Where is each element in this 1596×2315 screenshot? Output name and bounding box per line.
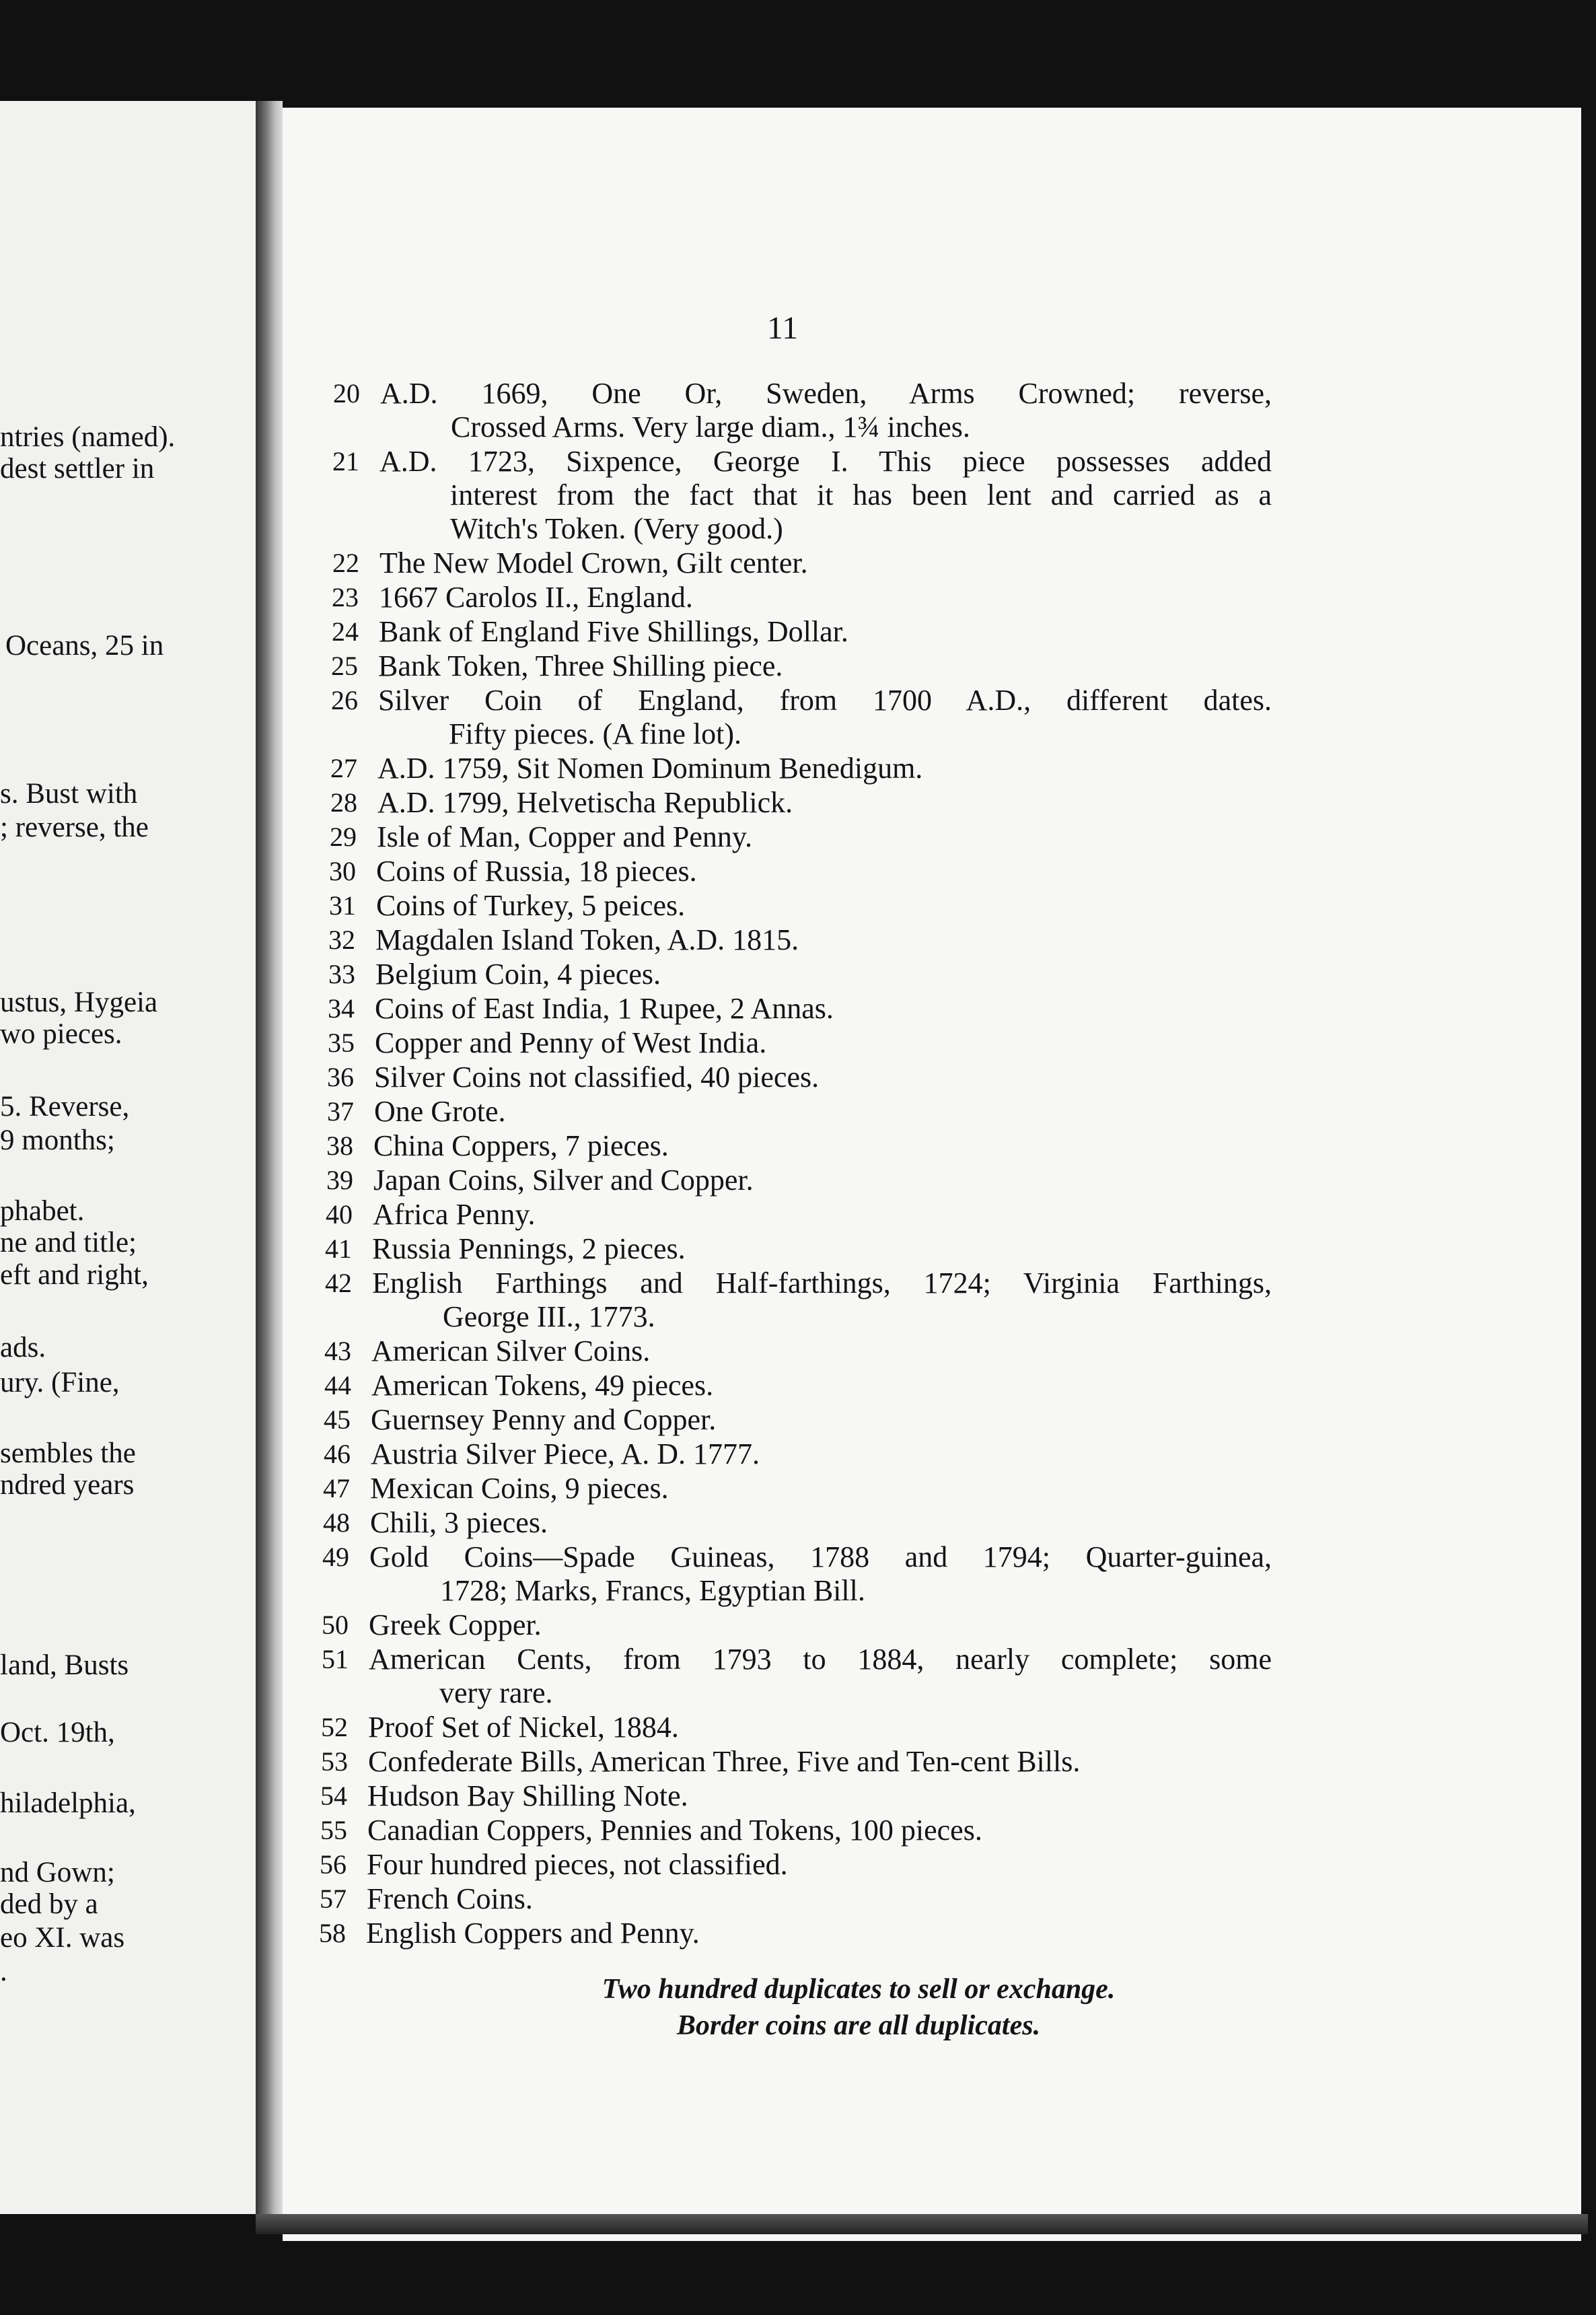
entry-number: 38: [326, 1131, 353, 1161]
footnote-line-2: Border coins are all duplicates.: [676, 2010, 1041, 2041]
entry-number: 33: [328, 959, 355, 989]
entry-number: 56: [320, 1849, 347, 1880]
entry-number: 27: [330, 753, 357, 783]
entry-text: Guernsey Penny and Copper.: [371, 1403, 717, 1436]
entry-number: 47: [323, 1473, 350, 1503]
footnote-line-1: Two hundred duplicates to sell or exchange.: [602, 1974, 1116, 2005]
entry-number: 39: [326, 1165, 353, 1195]
entry-text: American Tokens, 49 pieces.: [371, 1369, 714, 1402]
left-page-fragment: ury. (Fine,: [0, 1367, 120, 1398]
left-page-fragment: .: [0, 1956, 7, 1987]
left-page-fragment: ads.: [0, 1332, 46, 1363]
left-page-fragment: wo pieces.: [0, 1018, 122, 1050]
entry-continuation: Fifty pieces. (A fine lot).: [449, 717, 742, 750]
entry-text: Coins of East India, 1 Rupee, 2 Annas.: [375, 992, 834, 1025]
entry-text: Hudson Bay Shilling Note.: [367, 1779, 688, 1812]
entry-text: Isle of Man, Copper and Penny.: [377, 820, 753, 853]
entry-text: English Farthings and Half-farthings, 1724; Virginia Farthings,: [372, 1267, 1272, 1299]
entry-number: 57: [320, 1884, 347, 1914]
entry-continuation: 1728; Marks, Francs, Egyptian Bill.: [440, 1574, 865, 1607]
left-page-fragment: hiladelphia,: [0, 1787, 136, 1819]
entry-text: A.D. 1723, Sixpence, George I. This piece possesses added: [379, 445, 1272, 478]
entry-text: A.D. 1799, Helvetischa Republick.: [377, 786, 793, 819]
entry-text: Russia Pennings, 2 pieces.: [372, 1232, 686, 1265]
page-number: 11: [767, 310, 799, 346]
left-page-fragment: dest settler in: [0, 453, 155, 485]
left-page-fragment: ustus, Hygeia: [0, 987, 158, 1018]
entry-number: 22: [332, 548, 359, 578]
entry-number: 28: [330, 787, 357, 818]
entry-text: French Coins.: [367, 1882, 533, 1915]
entry-text: Magdalen Island Token, A.D. 1815.: [375, 923, 799, 956]
entry-number: 53: [321, 1746, 348, 1777]
page-bottom-edge: [256, 2214, 1588, 2234]
entry-text: Silver Coin of England, from 1700 A.D., different dates.: [378, 684, 1272, 717]
entry-text: Confederate Bills, American Three, Five and Ten-cent Bills.: [368, 1745, 1081, 1778]
entry-text: Four hundred pieces, not classified.: [367, 1848, 788, 1881]
left-page-fragment: phabet.: [0, 1195, 85, 1227]
entry-text: Greek Copper.: [369, 1608, 542, 1641]
left-page-fragment: ; reverse, the: [0, 812, 149, 843]
entry-number: 26: [331, 685, 358, 715]
entry-number: 40: [326, 1199, 353, 1230]
entry-number: 21: [332, 446, 359, 476]
left-page-fragment: nd Gown;: [0, 1857, 115, 1888]
entry-text: One Grote.: [374, 1095, 506, 1128]
left-page-fragment: ne and title;: [0, 1227, 137, 1258]
entry-text: Coins of Russia, 18 pieces.: [376, 855, 697, 888]
entry-number: 54: [320, 1781, 347, 1811]
entry-text: Bank of England Five Shillings, Dollar.: [379, 615, 848, 648]
left-page: [0, 101, 256, 2214]
entry-number: 55: [320, 1815, 347, 1845]
entry-continuation: Witch's Token. (Very good.): [450, 512, 783, 545]
entry-text: Canadian Coppers, Pennies and Tokens, 100 pieces.: [367, 1814, 982, 1847]
entry-text: Mexican Coins, 9 pieces.: [370, 1472, 669, 1505]
entry-text: Japan Coins, Silver and Copper.: [373, 1164, 754, 1197]
entry-text: Coins of Turkey, 5 peices.: [376, 889, 686, 922]
left-page-fragment: eft and right,: [0, 1259, 149, 1291]
entry-number: 44: [324, 1370, 351, 1400]
entry-number: 50: [322, 1610, 349, 1640]
entry-continuation: very rare.: [439, 1676, 553, 1709]
entry-continuation: George III., 1773.: [443, 1300, 655, 1333]
entry-number: 49: [322, 1542, 349, 1572]
entry-number: 58: [319, 1918, 346, 1948]
book-spine: [256, 101, 283, 2214]
entry-number: 30: [329, 856, 356, 886]
entry-text: Belgium Coin, 4 pieces.: [375, 958, 661, 991]
entry-number: 20: [333, 378, 360, 408]
entry-text: Bank Token, Three Shilling piece.: [378, 649, 783, 682]
entry-text: 1667 Carolos II., England.: [379, 581, 693, 614]
entry-number: 43: [324, 1336, 351, 1366]
entry-text: Chili, 3 pieces.: [370, 1506, 548, 1539]
entry-number: 46: [324, 1439, 351, 1469]
entry-number: 24: [332, 616, 359, 647]
entry-continuation: Crossed Arms. Very large diam., 1¾ inches.: [451, 411, 970, 443]
left-page-fragment: 9 months;: [0, 1125, 115, 1156]
entry-number: 25: [331, 651, 358, 681]
entry-number: 29: [330, 822, 357, 852]
left-page-fragment: s. Bust with: [0, 778, 138, 810]
entry-text: Gold Coins—Spade Guineas, 1788 and 1794; Quarter-guinea,: [369, 1540, 1272, 1573]
entry-number: 37: [327, 1096, 354, 1127]
entry-number: 35: [328, 1028, 355, 1058]
entry-number: 48: [323, 1507, 350, 1538]
entry-text: English Coppers and Penny.: [366, 1917, 700, 1950]
entry-number: 31: [329, 890, 356, 921]
entry-continuation: interest from the fact that it has been lent and carried as a: [450, 478, 1272, 511]
entry-text: A.D. 1759, Sit Nomen Dominum Benedigum.: [377, 752, 923, 785]
entry-text: Copper and Penny of West India.: [375, 1026, 767, 1059]
entry-number: 32: [328, 925, 355, 955]
entry-number: 51: [322, 1644, 349, 1674]
entry-number: 23: [332, 582, 359, 612]
entry-text: The New Model Crown, Gilt center.: [379, 546, 808, 579]
left-page-fragment: 5. Reverse,: [0, 1091, 130, 1123]
entry-text: Austria Silver Piece, A. D. 1777.: [371, 1437, 760, 1470]
entry-text: Silver Coins not classified, 40 pieces.: [374, 1061, 820, 1094]
entry-text: American Cents, from 1793 to 1884, nearly complete; some: [369, 1643, 1272, 1676]
entry-number: 45: [324, 1404, 351, 1435]
entry-number: 36: [327, 1062, 354, 1092]
footnote: [0, 1971, 1596, 2044]
entry-number: 41: [325, 1234, 352, 1264]
entry-text: China Coppers, 7 pieces.: [373, 1129, 669, 1162]
left-page-fragment: ndred years: [0, 1469, 135, 1501]
entry-text: Africa Penny.: [373, 1198, 536, 1231]
left-page-fragment: Oct. 19th,: [0, 1717, 115, 1748]
left-page-fragment: sembles the: [0, 1437, 136, 1469]
entry-number: 42: [325, 1268, 352, 1298]
entry-number: 34: [328, 993, 355, 1024]
entry-text: A.D. 1669, One Or, Sweden, Arms Crowned; reverse,: [380, 377, 1272, 410]
left-page-fragment: Oceans, 25 in: [5, 630, 164, 662]
left-page-fragment: eo XI. was: [0, 1922, 125, 1954]
entry-number: 52: [321, 1712, 348, 1742]
entry-text: American Silver Coins.: [371, 1334, 651, 1367]
left-page-fragment: ntries (named).: [0, 421, 176, 453]
entry-text: Proof Set of Nickel, 1884.: [368, 1711, 679, 1744]
left-page-fragment: land, Busts: [0, 1649, 129, 1681]
left-page-fragment: ded by a: [0, 1888, 98, 1920]
